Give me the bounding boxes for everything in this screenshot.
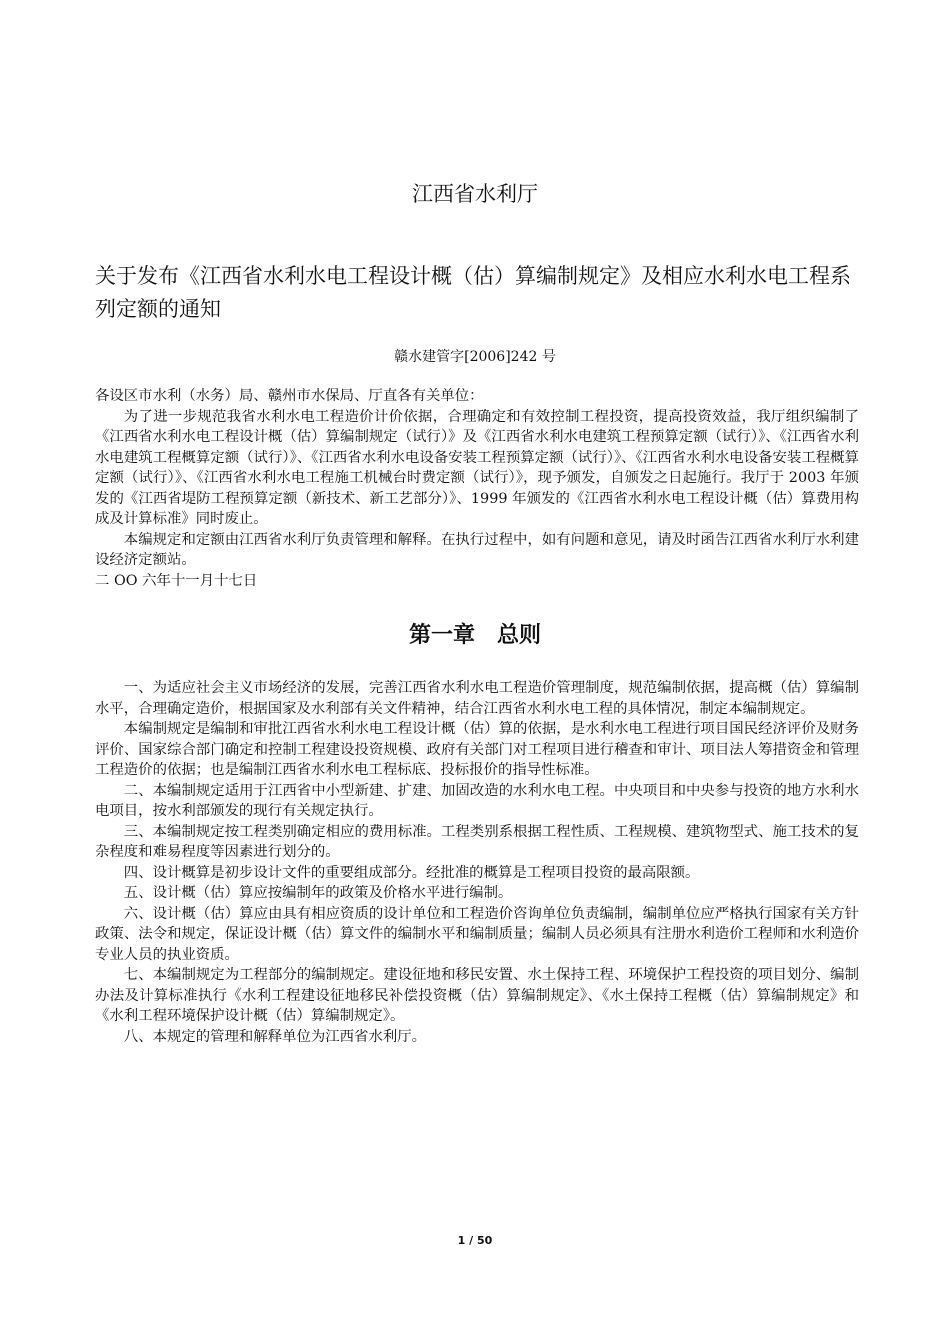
document-number: 赣水建管字[2006]242 号 — [394, 349, 556, 365]
article-paragraph: 四、设计概算是初步设计文件的重要组成部分。经批准的概算是工程项目投资的最高限额。 — [123, 864, 700, 881]
notice-body — [95, 386, 859, 591]
notice-title: 关于发布《江西省水利水电工程设计概（估）算编制规定》及相应水利水电工程系列定额的通知 — [95, 264, 851, 321]
chapter-title: 第一章 总则 — [408, 623, 541, 648]
article-paragraph: 八、本规定的管理和解释单位为江西省水利厅。 — [123, 1028, 427, 1045]
notice-paragraph: 本编规定和定额由江西省水利厅负责管理和解释。在执行过程中，如有问题和意见，请及时函告江西省水利厅水利建设经济定额站。 — [95, 531, 859, 568]
salutation: 各设区市水利（水务）局、赣州市水保局、厅直各有关单位： — [95, 388, 484, 404]
chapter-body — [95, 678, 859, 1047]
article-paragraph: 一、为适应社会主义市场经济的发展，完善江西省水利水电工程造价管理制度，规范编制依据，提高概（估）算编制水平，合理确定造价，根据国家及水利部有关文件精神，结合江西省水利水电工程的具体情况，制定本编制规定。 — [95, 680, 859, 717]
organization-name: 江西省水利厅 — [412, 182, 538, 206]
article-paragraph: 本编制规定是编制和审批江西省水利水电工程设计概（估）算的依据，是水利水电工程进行项目国民经济评价及财务评价、国家综合部门确定和控制工程建设投资规模、政府有关部门对工程项目进行稽查和审计、项目法人筹措资金和管理工程造价的依据；也是编制江西省水利水电工程标底、投标报价的指导性标准。 — [95, 721, 859, 778]
article-paragraph: 六、设计概（估）算应由具有相应资质的设计单位和工程造价咨询单位负责编制，编制单位应严格执行国家有关方针政策、法令和规定，保证设计概（估）算文件的编制水平和编制质量；编制人员必须具有注册水利造价工程师和水利造价专业人员的执业资质。 — [95, 905, 859, 963]
article-paragraph: 七、本编制规定为工程部分的编制规定。建设征地和移民安置、水土保持工程、环境保护工程投资的项目划分、编制办法及计算标准执行《水利工程建设征地移民补偿投资概（估）算编制规定》、《水土保持工程概（估）算编制规定》和《水利工程环境保护设计概（估）算编制规定》。 — [95, 967, 859, 1024]
notice-paragraph: 为了进一步规范我省水利水电工程造价计价依据，合理确定和有效控制工程投资，提高投资效益，我厅组织编制了《江西省水利水电工程设计概（估）算编制规定（试行）》及《江西省水利水电建筑工程预算定额（试行）》、《江西省水利水电建筑工程概算定额（试行）》、《江西省水利水电设备安装工程预算定额（试行）》、《江西省水利水电设备安装工程概算定额（试行）》、《江西省水利水电工程施工机械台时费定额（试行）》，现予颁发，自颁发之日起施行。我厅于 2003 年颁发的《江西省堤防工程预算定额（新技术、新工艺部分）》、1999 年颁发的《江西省水利水电工程设计概（估）算费用构成及计算标准》同时废止。 — [95, 408, 859, 527]
issue-date: 二 OO 六年十一月十七日 — [95, 572, 258, 589]
page-indicator: 1 / 50 — [457, 1234, 493, 1247]
article-paragraph: 三、本编制规定按工程类别确定相应的费用标准。工程类别系根据工程性质、工程规模、建筑物型式、施工技术的复杂程度和难易程度等因素进行划分的。 — [95, 823, 859, 860]
article-paragraph: 二、本编制规定适用于江西省中小型新建、扩建、加固改造的水利水电工程。中央项目和中央参与投资的地方水利水电项目，按水利部颁发的现行有关规定执行。 — [95, 782, 859, 819]
article-paragraph: 五、设计概（估）算应按编制年的政策及价格水平进行编制。 — [123, 885, 513, 901]
